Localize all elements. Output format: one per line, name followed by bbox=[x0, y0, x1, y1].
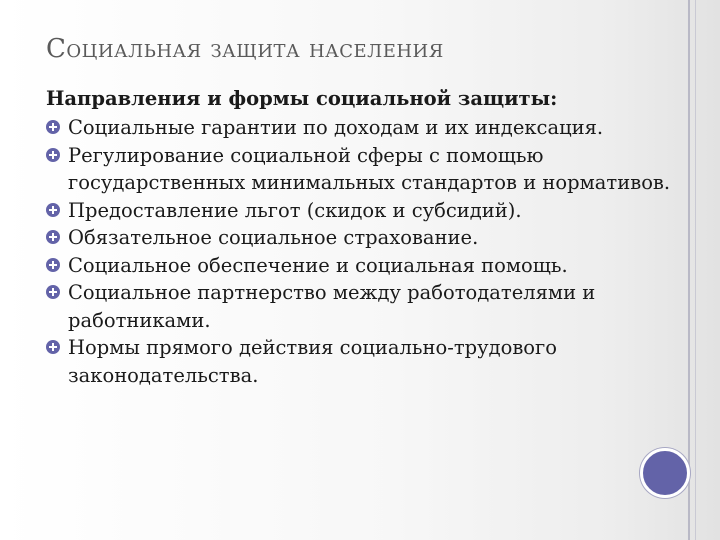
circled-plus-icon bbox=[46, 203, 60, 217]
decorative-vertical-line bbox=[688, 0, 690, 540]
circled-plus-icon bbox=[46, 285, 60, 299]
circled-plus-icon bbox=[46, 120, 60, 134]
list-item-text: Нормы прямого действия социально-трудового законодательства. bbox=[68, 336, 558, 387]
slide-content bbox=[46, 86, 676, 389]
list-item-text: Социальное партнерство между работодателями и работниками. bbox=[68, 281, 596, 332]
list-item-text: Обязательное социальное страхование. bbox=[68, 226, 479, 249]
bullet-list bbox=[46, 114, 676, 389]
circled-plus-icon bbox=[46, 148, 60, 162]
circled-plus-icon bbox=[46, 258, 60, 272]
list-heading: Направления и формы социальной защиты: bbox=[46, 87, 558, 110]
decorative-circle bbox=[640, 448, 690, 498]
list-item bbox=[46, 279, 676, 334]
list-item-text: Социальное обеспечение и социальная помощь. bbox=[68, 253, 568, 277]
slide-title: Социальная защита населения bbox=[46, 34, 444, 64]
list-item bbox=[46, 114, 676, 142]
list-item-text: Регулирование социальной сферы с помощью государственных минимальных стандартов и нормативов. bbox=[68, 143, 671, 194]
list-item bbox=[46, 224, 676, 252]
decorative-vertical-line-thin bbox=[695, 0, 696, 540]
list-item bbox=[46, 334, 676, 389]
list-item bbox=[46, 142, 676, 197]
circled-plus-icon bbox=[46, 340, 60, 354]
list-item bbox=[46, 197, 676, 225]
list-item bbox=[46, 252, 676, 280]
list-item-text: Социальные гарантии по доходам и их индексация. bbox=[68, 116, 604, 139]
list-item-text: Предоставление льгот (скидок и субсидий). bbox=[68, 198, 522, 222]
circled-plus-icon bbox=[46, 230, 60, 244]
